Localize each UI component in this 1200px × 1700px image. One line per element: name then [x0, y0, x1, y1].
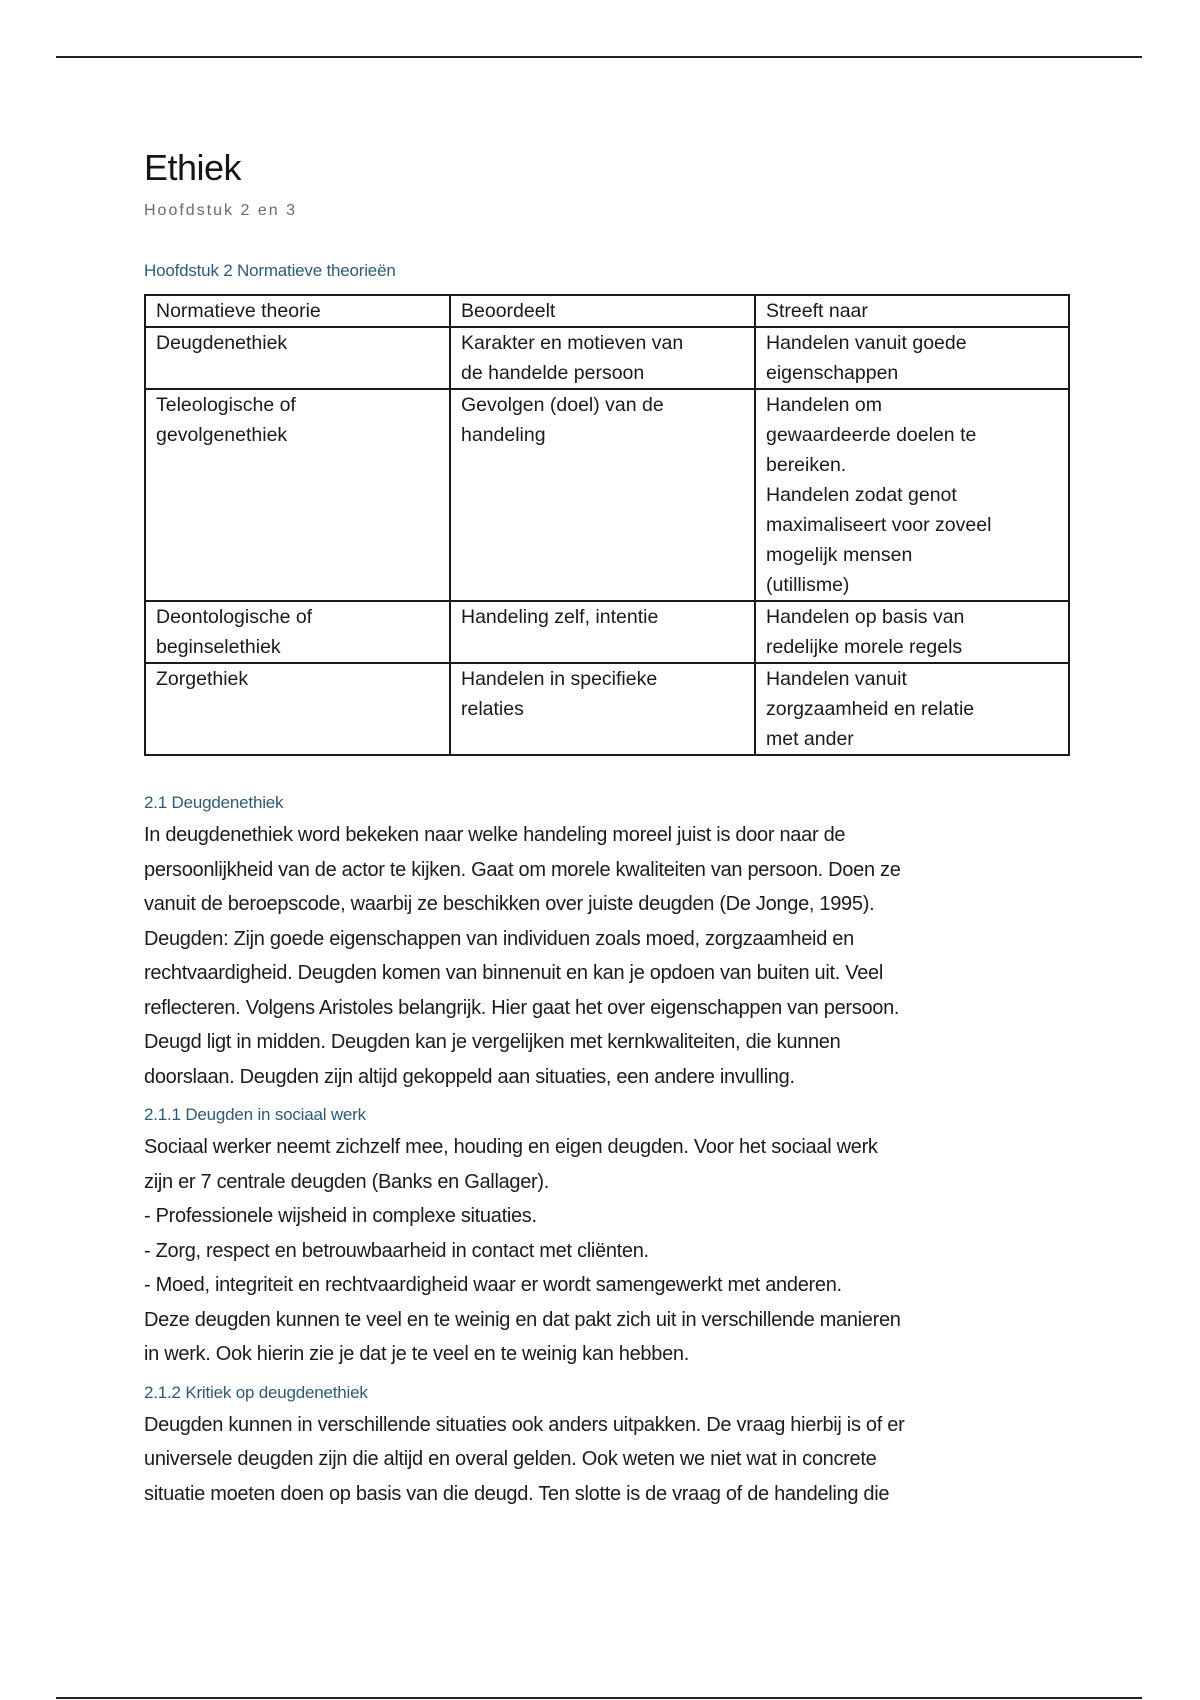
- table-row: [145, 663, 1069, 755]
- section-heading: 2.1.1 Deugden in sociaal werk: [144, 1105, 366, 1124]
- cell-judges: Handeling zelf, intentie: [450, 601, 755, 663]
- table-row: [145, 601, 1069, 663]
- normative-theories-table: [144, 294, 1070, 756]
- page-top-rule: [56, 56, 1142, 58]
- section-deugden-sociaal-werk: [144, 1104, 1068, 1372]
- page-bottom-rule: [56, 1697, 1142, 1699]
- cell-theory: Deontologische of beginselethiek: [145, 601, 450, 663]
- list-item: - Zorg, respect en betrouwbaarheid in contact met cliënten.: [144, 1239, 649, 1262]
- cell-judges: Handelen in specifieke relaties: [450, 663, 755, 755]
- section-paragraph: In deugdenethiek word bekeken naar welke handeling moreel juist is door naar de persoonlijkheid van de actor te kijken. Gaat om morele kwaliteiten van persoon. Doen ze vanuit de beroepscode, waarbij ze beschikken over juiste deugden (De Jonge, 1995). Deugden: Zijn goede eigenschappen van individuen zoals moed, zorgzaamheid en rechtvaardigheid. Deugden komen van binnenuit en kan je opdoen van buiten uit. Veel reflecteren. Volgens Aristoles belangrijk. Hier gaat het over eigenschappen van persoon. Deugd ligt in midden. Deugden kan je vergelijken met kernkwaliteiten, die kunnen doorslaan. Deugden zijn altijd gekoppeld aan situaties, een andere invulling.: [144, 824, 901, 1088]
- section-kritiek-deugdenethiek: [144, 1382, 1068, 1512]
- chapter-heading: Hoofdstuk 2 Normatieve theorieën: [144, 261, 396, 280]
- cell-aims: Handelen vanuit goede eigenschappen: [755, 327, 1069, 389]
- table-header-judges: Beoordeelt: [450, 295, 755, 327]
- section-heading: 2.1 Deugdenethiek: [144, 793, 284, 812]
- table-header-theory: Normatieve theorie: [145, 295, 450, 327]
- cell-judges: Gevolgen (doel) van de handeling: [450, 389, 755, 601]
- table-header-row: [145, 295, 1069, 327]
- cell-theory: Teleologische of gevolgenethiek: [145, 389, 450, 601]
- table-header-aims: Streeft naar: [755, 295, 1069, 327]
- document-page: [144, 140, 1068, 1511]
- section-paragraph: Deugden kunnen in verschillende situaties ook anders uitpakken. De vraag hierbij is of er universele deugden zijn die altijd en overal gelden. Ook weten we niet wat in concrete situatie moeten doen op basis van die deugd. Ten slotte is de vraag of de handeling die: [144, 1413, 905, 1505]
- table-row: [145, 327, 1069, 389]
- section-deugdenethiek: [144, 792, 1068, 1094]
- section-paragraph: Sociaal werker neemt zichzelf mee, houding en eigen deugden. Voor het sociaal werk zijn er 7 centrale deugden (Banks en Gallager). - Professionele wijsheid in complexe situaties. - Zorg, respect en betrouwbaarheid in contact met cliënten. - Moed, integriteit en rechtvaardigheid waar er wordt samengewerkt met anderen. Deze deugden kunnen te veel en te weinig en dat pakt zich uit in verschillende manieren in werk. Ook hierin zie je dat je te veel en te weinig kan hebben.: [144, 1130, 1068, 1372]
- cell-judges: Karakter en motieven van de handelde persoon: [450, 327, 755, 389]
- cell-theory: Zorgethiek: [145, 663, 450, 755]
- cell-aims: Handelen om gewaardeerde doelen te bereiken. Handelen zodat genot maximaliseert voor zoveel mogelijk mensen (utillisme): [755, 389, 1069, 601]
- list-item: - Moed, integriteit en rechtvaardigheid waar er wordt samengewerkt met anderen.: [144, 1274, 842, 1296]
- table-row: [145, 389, 1069, 601]
- document-subtitle: Hoofdstuk 2 en 3: [144, 202, 297, 219]
- cell-theory: Deugdenethiek: [145, 327, 450, 389]
- list-item: - Professionele wijsheid in complexe situaties.: [144, 1205, 537, 1227]
- document-title: Ethiek: [144, 147, 242, 188]
- cell-aims: Handelen vanuit zorgzaamheid en relatie met ander: [755, 663, 1069, 755]
- section-heading: 2.1.2 Kritiek op deugdenethiek: [144, 1382, 368, 1402]
- cell-aims: Handelen op basis van redelijke morele regels: [755, 601, 1069, 663]
